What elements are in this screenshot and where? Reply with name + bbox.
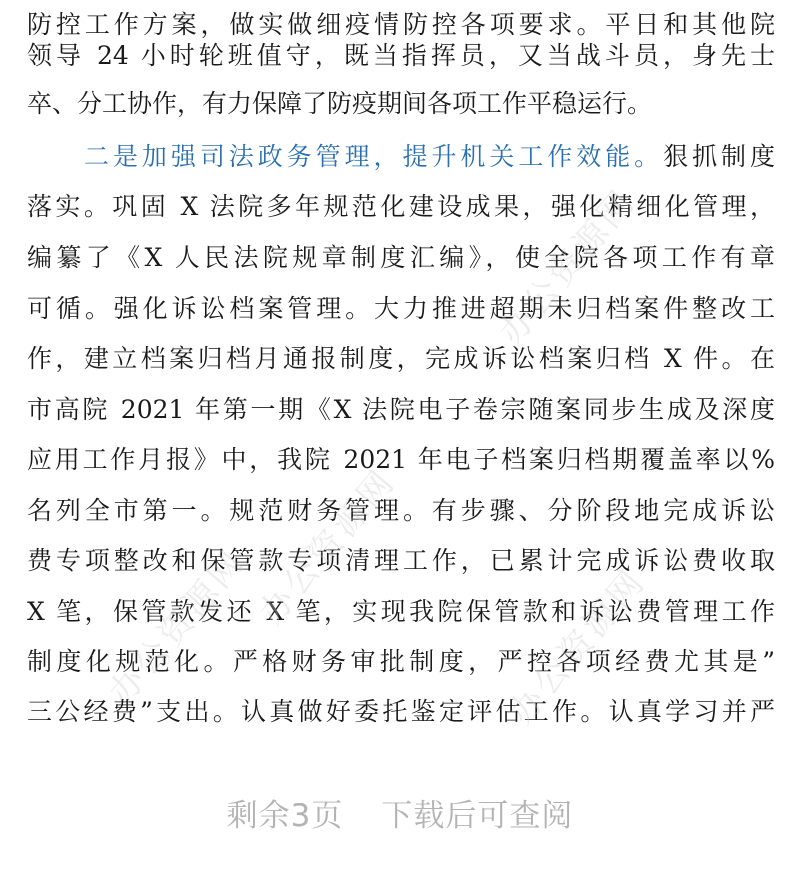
text-line-14: 制度化规范化。严格财务审批制度，严控各项经费尤其是” bbox=[27, 647, 775, 676]
section-heading-line bbox=[84, 135, 775, 179]
text-line-9: 市高院 2021 年第一期《X 法院电子卷宗随案同步生成及深度 bbox=[27, 395, 775, 424]
text-line-2: 领导 24 小时轮班值守，既当指挥员，又当战斗员，身先士 bbox=[27, 41, 775, 70]
watermark-3: 办公资源网 bbox=[491, 181, 645, 353]
text-line-1: 防控工作方案，做实做细疫情防控各项要求。平日和其他院 bbox=[27, 10, 775, 39]
text-line-6: 编纂了《X 人民法院规章制度汇编》，使全院各项工作有章 bbox=[27, 243, 775, 272]
text-line-12: 费专项整改和保管款专项清理工作，已累计完成诉讼费收取 bbox=[27, 546, 775, 575]
text-line-7: 可循。强化诉讼档案管理。大力推进超期未归档案件整改工 bbox=[27, 294, 775, 323]
watermark-2: 办公资源网 bbox=[251, 461, 405, 633]
watermark-1: 办公资源网 bbox=[101, 541, 255, 713]
download-prompt[interactable] bbox=[0, 790, 800, 835]
text-line-3: 卒、分工协作，有力保障了防疫期间各项工作平稳运行。 bbox=[27, 89, 653, 118]
watermark-4: 办公资源网 bbox=[501, 561, 655, 733]
download-to-view-label[interactable]: 下载后可查阅 bbox=[381, 798, 574, 834]
text-line-8: 作，建立档案归档月通报制度，完成诉讼档案归档 X 件。在 bbox=[27, 344, 775, 373]
text-line-11: 名列全市第一。规范财务管理。有步骤、分阶段地完成诉讼 bbox=[27, 496, 775, 525]
text-line-15: 三公经费”支出。认真做好委托鉴定评估工作。认真学习并严 bbox=[27, 697, 775, 726]
text-line-10: 应用工作月报》中，我院 2021 年电子档案归档期覆盖率以% bbox=[27, 445, 775, 474]
text-line-13: X 笔，保管款发还 X 笔，实现我院保管款和诉讼费管理工作 bbox=[27, 597, 775, 626]
section-heading-tail: 狠抓制度 bbox=[663, 142, 775, 171]
remaining-pages-label: 剩余3页 bbox=[226, 798, 344, 834]
text-line-5: 落实。巩固 X 法院多年规范化建设成果，强化精细化管理， bbox=[27, 192, 775, 221]
section-heading: 二是加强司法政务管理，提升机关工作效能。 bbox=[84, 142, 664, 171]
